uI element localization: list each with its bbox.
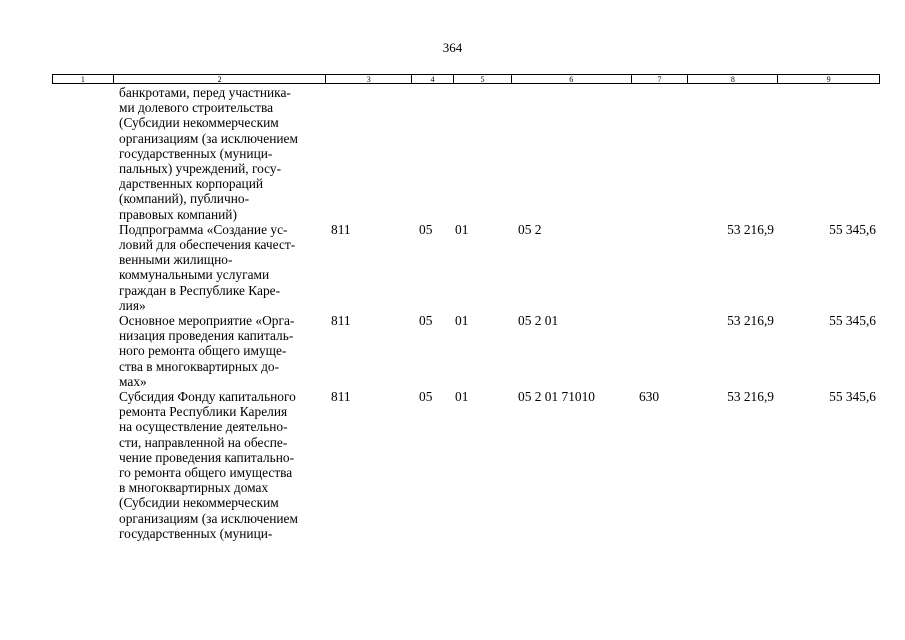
header-col-7: 7: [631, 75, 688, 83]
cell-subsection: 01: [455, 221, 469, 237]
cell-section: 05: [419, 221, 433, 237]
description-line: ного ремонта общего имуще-: [119, 343, 287, 359]
cell-subsection: 01: [455, 313, 469, 329]
cell-col-1: [52, 222, 112, 313]
description-line: мах»: [119, 373, 147, 389]
description-line: (Субсидии некоммерческим: [119, 115, 279, 131]
header-col-9: 9: [777, 75, 879, 83]
cell-expense-type: 630: [639, 389, 660, 405]
description-line: чение проведения капитально-: [119, 449, 295, 465]
page-number: 364: [442, 40, 463, 55]
table-row: [52, 389, 880, 541]
cell-section: [411, 85, 453, 222]
cell-amount-col-9: 55 345,6: [829, 313, 876, 329]
description-line: банкротами, перед участника-: [119, 85, 291, 100]
cell-amount-col-9: [778, 85, 880, 222]
header-col-5: 5: [453, 75, 511, 83]
table-row: [52, 222, 880, 313]
cell-ministry-code: 811: [331, 389, 351, 405]
description-line: Подпрограмма «Создание ус-: [119, 221, 288, 237]
description-line: государственных (муници-: [119, 145, 273, 161]
cell-description: [112, 222, 325, 313]
description-line: лия»: [119, 297, 146, 313]
header-col-1: 1: [80, 75, 85, 84]
header-col-6: 6: [511, 75, 631, 83]
cell-ministry-code: 811: [331, 221, 351, 237]
description-line: го ремонта общего имущества: [119, 465, 293, 481]
description-line: пальных) учреждений, госу-: [119, 161, 282, 177]
header-col-3: 3: [325, 75, 411, 83]
description-line: правовых компаний): [119, 206, 237, 222]
cell-expense-type: [631, 313, 688, 389]
description-line: (Субсидии некоммерческим: [119, 495, 279, 511]
description-line: ловий для обеспечения качест-: [119, 237, 296, 253]
table-header-row: [52, 74, 880, 84]
cell-expense-type: [631, 85, 688, 222]
cell-target-article: 05 2: [518, 221, 542, 237]
header-col-4: 4: [411, 75, 453, 83]
description-line: дарственных корпораций: [119, 176, 264, 192]
cell-section: 05: [419, 389, 433, 405]
description-line: ства в многоквартирных до-: [119, 358, 280, 374]
description-line: коммунальными услугами: [119, 267, 270, 283]
description-line: граждан в Республике Каре-: [119, 282, 281, 298]
description-line: в многоквартирных домах: [119, 480, 269, 496]
description-line: на осуществление деятельно-: [119, 419, 288, 435]
description-line: сти, направленной на обеспе-: [119, 434, 288, 450]
cell-ministry-code: 811: [331, 313, 351, 329]
cell-ministry-code: [325, 85, 411, 222]
description-line: Субсидия Фонду капитального: [119, 389, 296, 405]
cell-amount-col-8: 53 216,9: [727, 389, 774, 405]
cell-target-article: [511, 85, 631, 222]
description-line: Основное мероприятие «Орга-: [119, 313, 295, 329]
table-row: [52, 313, 880, 389]
cell-amount-col-8: [688, 85, 778, 222]
cell-col-1: [52, 313, 112, 389]
cell-subsection: [453, 85, 511, 222]
description-line: организациям (за исключением: [119, 130, 298, 146]
cell-amount-col-8: 53 216,9: [727, 313, 774, 329]
cell-section: 05: [419, 313, 433, 329]
description-line: (компаний), публично-: [119, 191, 250, 207]
cell-amount-col-8: 53 216,9: [727, 221, 774, 237]
cell-description: [112, 85, 325, 222]
description-line: организациям (за исключением: [119, 510, 298, 526]
cell-description: [112, 313, 325, 389]
header-col-2: 2: [113, 75, 325, 83]
header-col-8: 8: [687, 75, 777, 83]
cell-col-1: [52, 85, 112, 222]
cell-subsection: 01: [455, 389, 469, 405]
description-line: государственных (муници-: [119, 525, 273, 541]
cell-amount-col-9: 55 345,6: [829, 389, 876, 405]
cell-target-article: 05 2 01: [518, 313, 559, 329]
table-body: [52, 85, 880, 541]
cell-col-1: [52, 389, 112, 541]
description-line: низация проведения капиталь-: [119, 328, 294, 344]
cell-amount-col-9: 55 345,6: [829, 221, 876, 237]
description-line: ми долевого строительства: [119, 100, 274, 116]
description-line: венными жилищно-: [119, 252, 233, 268]
budget-table: [52, 74, 880, 541]
table-row: [52, 85, 880, 222]
cell-target-article: 05 2 01 71010: [518, 389, 595, 405]
description-line: ремонта Республики Карелия: [119, 404, 288, 420]
cell-description: [112, 389, 325, 541]
cell-expense-type: [631, 222, 688, 313]
